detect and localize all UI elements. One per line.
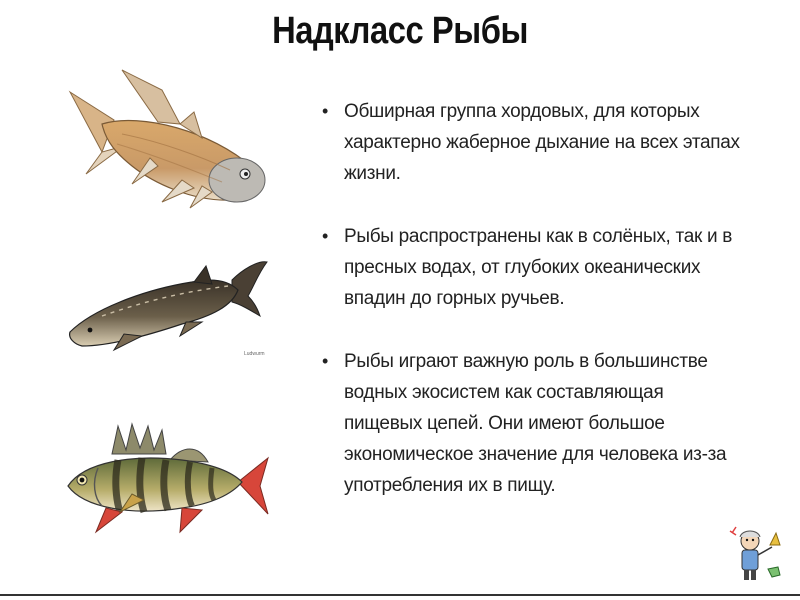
slide-title: Надкласс Рыбы bbox=[272, 10, 528, 52]
sturgeon-icon bbox=[62, 250, 272, 360]
bullet-list bbox=[322, 96, 742, 533]
scientist-mascot-icon bbox=[728, 525, 788, 585]
image-credit: Ludwurm bbox=[244, 351, 265, 357]
bottom-divider bbox=[0, 594, 800, 596]
ancient-fish-icon bbox=[62, 62, 272, 212]
bullet-item: • Рыбы играют важную роль в большинстве водных экосистем как составляющая пищевых цепей. Они имеют большое экономическое значение для человека из-за употребления их в пищу. bbox=[322, 346, 742, 501]
perch-icon bbox=[62, 420, 272, 545]
bullet-item: • Обширная группа хордовых, для которых характерно жаберное дыхание на всех этапах жизни. bbox=[322, 96, 742, 189]
bullet-item: • Рыбы распространены как в солёных, так и в пресных водах, от глубоких океанических впадин до горных ручьев. bbox=[322, 221, 742, 314]
